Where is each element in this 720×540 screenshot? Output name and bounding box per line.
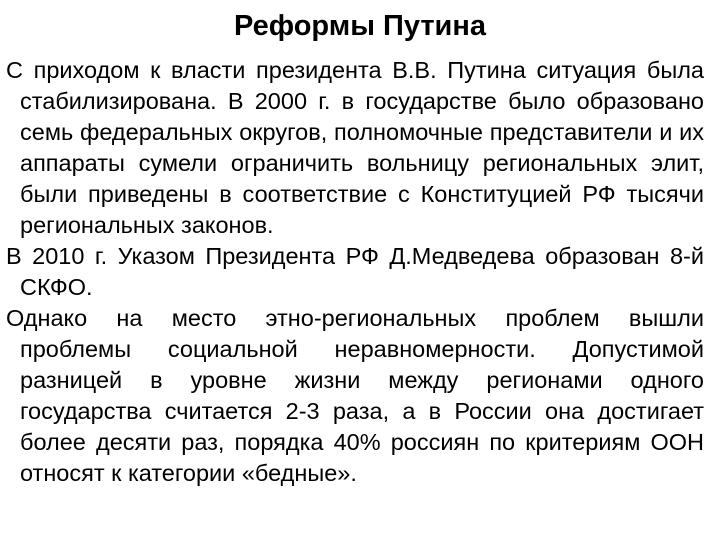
paragraph-reforms-2000: С приходом к власти президента В.В. Путина ситуация была стабилизирована. В 2000 г. в государстве было образовано семь федеральных округов, полномочные представители и их аппараты сумели ограничить вольницу региональных элит, были приведены в соответствие с Конституцией РФ тысячи региональных законов. bbox=[6, 57, 704, 238]
paragraph-social-inequality: Однако на место этно-региональных проблем вышли проблемы социальной неравномерности. Допустимой разницей в уровне жизни между регионами одного государства считается 2-3 раза, а в России она достигает более десяти раз, порядка 40% россиян по критериям ООН относят к категории «бедные». bbox=[6, 305, 704, 486]
slide-body bbox=[6, 55, 704, 489]
slide-title: Реформы Путина bbox=[233, 10, 487, 42]
paragraph-skfo-2010: В 2010 г. Указом Президента РФ Д.Медведева образован 8-й СКФО. bbox=[6, 243, 704, 300]
